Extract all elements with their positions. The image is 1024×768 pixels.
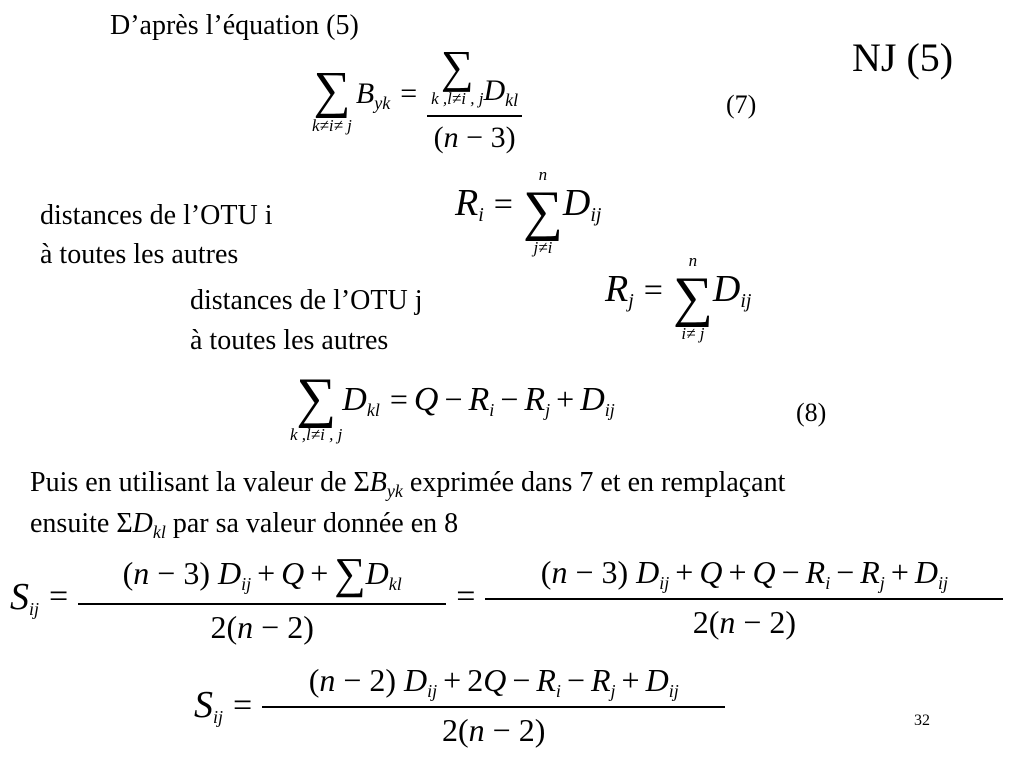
equation-ri: $R_i$ = n ∑ j≠i $D_{ij}$ — [455, 165, 602, 257]
equation-sij-final: $S_{ij}$ = $\frac{(n - 2) D_{ij} + 2Q - R_i - R_j + D_{ij}}{2(n - 2)}$ — [194, 662, 725, 749]
sum-symbol: ∑ k≠i≠ j — [312, 62, 352, 135]
eq7-fraction: ∑ k ,l≠i , j $D_{kl}$ (n − 3) — [427, 44, 522, 155]
sij-fraction-2: $\frac{(n - 3) D_{ij} + Q + Q - R_i - R_j + D_{ij}}{2(n - 2)}$ — [485, 554, 1003, 641]
puis-line1: Puis en utilisant la valeur de $\Sigma B_{yk}$ exprimée dans 7 et en remplaçant — [30, 467, 786, 501]
equation-7-label: (7) — [726, 90, 757, 119]
equation-7: ∑ k≠i≠ j $B_{yk}$ = ∑ k ,l≠i , j $D_{kl}$ (n − 3) — [312, 44, 522, 155]
equation-sij-1: $S_{ij}$ = $\frac{(n - 3) D_{ij} + Q + \sum D_{kl}}{2(n - 2)}$ = $\frac{(n - 3) D_{ij} + Q + Q - R_i - R_j + D_{ij}}{2(n - 2)}$ — [10, 548, 1003, 646]
sij-fraction-1: $\frac{(n - 3) D_{ij} + Q + \sum D_{kl}}{2(n - 2)}$ — [78, 548, 446, 646]
dist-j-line2: à toutes les autres — [190, 325, 389, 356]
dist-i-line2: à toutes les autres — [40, 239, 239, 270]
equation-8-label: (8) — [796, 398, 827, 427]
nj-label: NJ (5) — [852, 35, 954, 80]
dist-i-line1: distances de l’OTU i — [40, 200, 273, 231]
equation-8: ∑ k ,l≠i , j $D_{kl} = Q - R_i - R_j + D_{ij}$ — [290, 367, 615, 444]
dist-j-line1: distances de l’OTU j — [190, 285, 423, 316]
puis-line2: ensuite $\Sigma D_{kl}$ par sa valeur donnée en 8 — [30, 508, 459, 542]
intro-text: D’après l’équation (5) — [110, 10, 359, 41]
sij-fraction-final: $\frac{(n - 2) D_{ij} + 2Q - R_i - R_j + D_{ij}}{2(n - 2)}$ — [262, 662, 725, 749]
page-number: 32 — [914, 712, 930, 729]
equation-rj: $R_j$ = n ∑ i≠ j $D_{ij}$ — [605, 251, 752, 343]
